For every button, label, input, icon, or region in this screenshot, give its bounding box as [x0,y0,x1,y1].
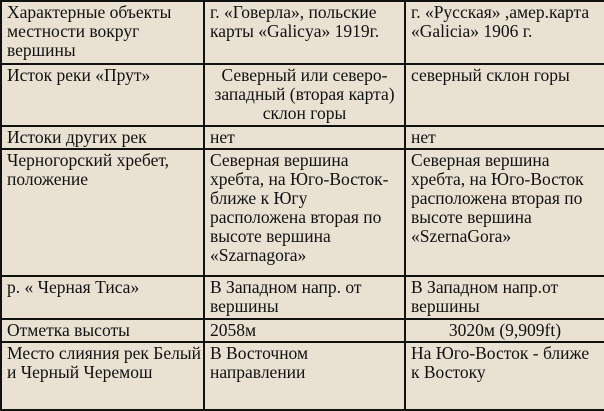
row-label: Отметка высоты [1,319,204,342]
russkaya-cell: В Западном напр.от вершины [405,276,604,319]
goverla-cell: Северная вершина хребта, на Юго-Восток-ближе к Югу расположена вторая по высоте вершина «Szarnagora» [204,149,405,276]
row-label: р. « Черная Тиса» [1,276,204,319]
row-label: Истоки других рек [1,126,204,149]
table-row [1,319,604,342]
header-row [1,1,604,64]
table-row [1,276,604,319]
row-label: Место слияния рек Белый и Черный Черемош [1,342,204,410]
russkaya-cell: северный склон горы [405,64,604,127]
goverla-cell: 2058м [204,319,405,342]
goverla-cell: В Восточном направлении [204,342,405,410]
table-row [1,342,604,410]
russkaya-cell: 3020м (9,909ft) [405,319,604,342]
row-label: Черногорский хребет, положение [1,149,204,276]
header-cell-objects: Характерные объекты местности вокруг вершины [1,1,204,64]
russkaya-cell: Северная вершина хребта, на Юго-Восток расположена вторая по высоте вершина «SzernaGora» [405,149,604,276]
russkaya-cell: На Юго-Восток - ближе к Востоку [405,342,604,410]
table-row [1,126,604,149]
goverla-cell: нет [204,126,405,149]
row-label: Исток реки «Прут» [1,64,204,127]
goverla-cell: Северный или северо-западный (вторая карта) склон горы [204,64,405,127]
goverla-cell: В Западном напр. от вершины [204,276,405,319]
russkaya-cell: нет [405,126,604,149]
header-cell-goverla: г. «Говерла», польские карты «Galicya» 1919г. [204,1,405,64]
table-row [1,64,604,127]
table-row [1,149,604,276]
header-cell-russkaya: г. «Русская» ,амер.карта «Galicia» 1906 г. [405,1,604,64]
